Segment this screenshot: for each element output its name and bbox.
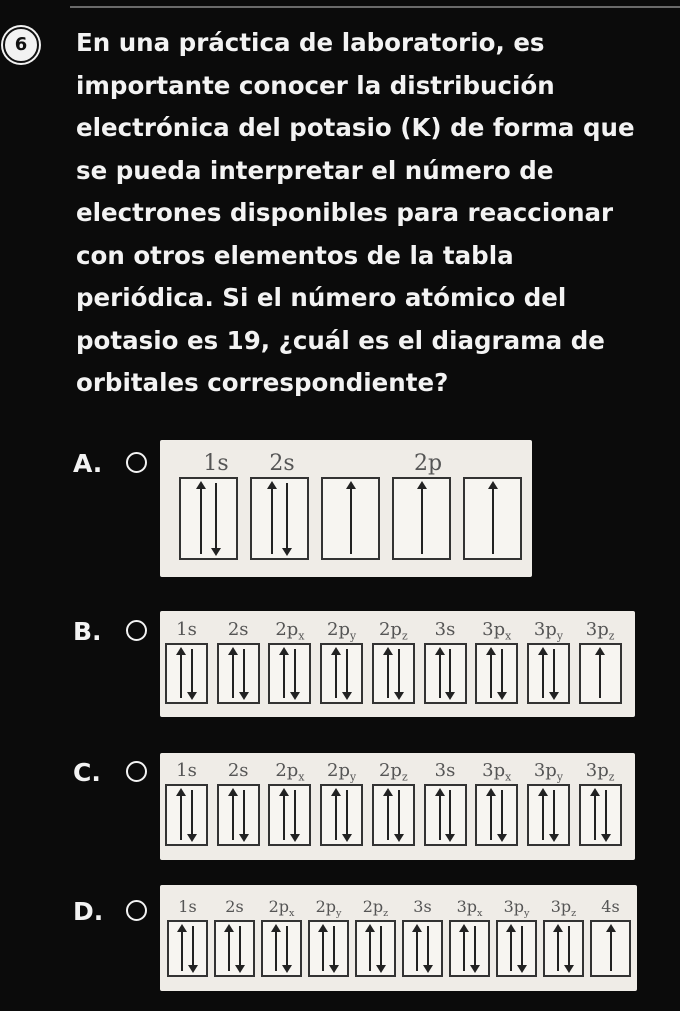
orbital-box bbox=[268, 643, 311, 704]
orbital-label: $2p_y$ bbox=[327, 760, 357, 784]
orbital-label: 1s bbox=[203, 451, 229, 476]
orbital-label: $3p_x$ bbox=[456, 897, 483, 920]
orbital-label: 1s bbox=[176, 760, 197, 781]
orbital-label: $2p_x$ bbox=[268, 897, 295, 920]
orbital-box bbox=[496, 920, 537, 977]
orbital-box bbox=[463, 477, 522, 560]
orbital-label: $3p_y$ bbox=[503, 897, 530, 920]
orbital-label: $3p_x$ bbox=[482, 760, 512, 784]
orbital-label: 2s bbox=[227, 760, 249, 781]
orbital-box bbox=[308, 920, 349, 977]
orbital-box bbox=[392, 477, 451, 560]
option-radio-button[interactable] bbox=[126, 761, 147, 782]
orbital-box bbox=[424, 643, 467, 704]
orbital-label: $3p_z$ bbox=[585, 760, 615, 784]
orbital-label: $3p_y$ bbox=[533, 619, 563, 643]
orbital-box bbox=[321, 477, 380, 560]
orbital-box bbox=[179, 477, 238, 560]
orbital-box bbox=[543, 920, 584, 977]
orbital-box bbox=[250, 477, 309, 560]
orbital-label: $2p_y$ bbox=[327, 619, 357, 643]
orbital-label: 3s bbox=[413, 897, 432, 916]
question-number-badge: 6 bbox=[3, 27, 39, 63]
orbital-label: 1s bbox=[176, 619, 197, 640]
orbital-label: 4s bbox=[601, 897, 620, 916]
orbital-box bbox=[355, 920, 396, 977]
orbital-box bbox=[579, 643, 622, 704]
orbital-label: $2p_y$ bbox=[315, 897, 342, 920]
orbital-box bbox=[372, 643, 415, 704]
orbital-label: 3s bbox=[434, 619, 456, 640]
orbital-label: $3p_z$ bbox=[585, 619, 615, 643]
orbital-box bbox=[449, 920, 490, 977]
question-text: En una práctica de laboratorio, es importante conocer la distribución electrónica del potasio (K) de forma que se pueda interpretar el número de electrones disponibles para reaccionar con otros elementos de la tabla periódica. Si el número atómico del potasio es 19, ¿cuál es el diagrama de orbitales correspondiente? bbox=[76, 28, 635, 397]
option-letter: D. bbox=[73, 897, 104, 926]
orbital-label: 1s bbox=[178, 897, 197, 916]
option-radio-button[interactable] bbox=[126, 900, 147, 921]
orbital-label: 2s bbox=[227, 619, 249, 640]
orbital-box bbox=[217, 643, 260, 704]
top-rule bbox=[70, 6, 680, 8]
orbital-label: $2p_x$ bbox=[275, 619, 305, 643]
orbital-label: $2p_z$ bbox=[378, 619, 408, 643]
orbital-box bbox=[475, 784, 518, 846]
option-letter: A. bbox=[73, 449, 103, 478]
orbital-label: 2s bbox=[225, 897, 244, 916]
orbital-label: $2p_z$ bbox=[378, 760, 408, 784]
orbital-box bbox=[320, 784, 363, 846]
orbital-box bbox=[261, 920, 302, 977]
orbital-box bbox=[527, 643, 570, 704]
orbital-box bbox=[579, 784, 622, 846]
orbital-label: 2p bbox=[413, 451, 443, 476]
option-letter: B. bbox=[73, 617, 102, 646]
orbital-box bbox=[165, 643, 208, 704]
orbital-box bbox=[372, 784, 415, 846]
orbital-box bbox=[590, 920, 631, 977]
option-radio-button[interactable] bbox=[126, 452, 147, 473]
orbital-box bbox=[167, 920, 208, 977]
orbital-label: $3p_x$ bbox=[482, 619, 512, 643]
option-letter: C. bbox=[73, 758, 101, 787]
orbital-box bbox=[402, 920, 443, 977]
orbital-box bbox=[214, 920, 255, 977]
orbital-label: $2p_x$ bbox=[275, 760, 305, 784]
orbital-label: $3p_z$ bbox=[550, 897, 577, 920]
orbital-box bbox=[165, 784, 208, 846]
orbital-box bbox=[217, 784, 260, 846]
orbital-box bbox=[475, 643, 518, 704]
orbital-label: 3s bbox=[434, 760, 456, 781]
orbital-box bbox=[268, 784, 311, 846]
option-radio-button[interactable] bbox=[126, 620, 147, 641]
orbital-box bbox=[424, 784, 467, 846]
orbital-box bbox=[527, 784, 570, 846]
orbital-box bbox=[320, 643, 363, 704]
orbital-label: $2p_z$ bbox=[362, 897, 389, 920]
orbital-label: $3p_y$ bbox=[533, 760, 563, 784]
orbital-label: 2s bbox=[269, 451, 295, 476]
